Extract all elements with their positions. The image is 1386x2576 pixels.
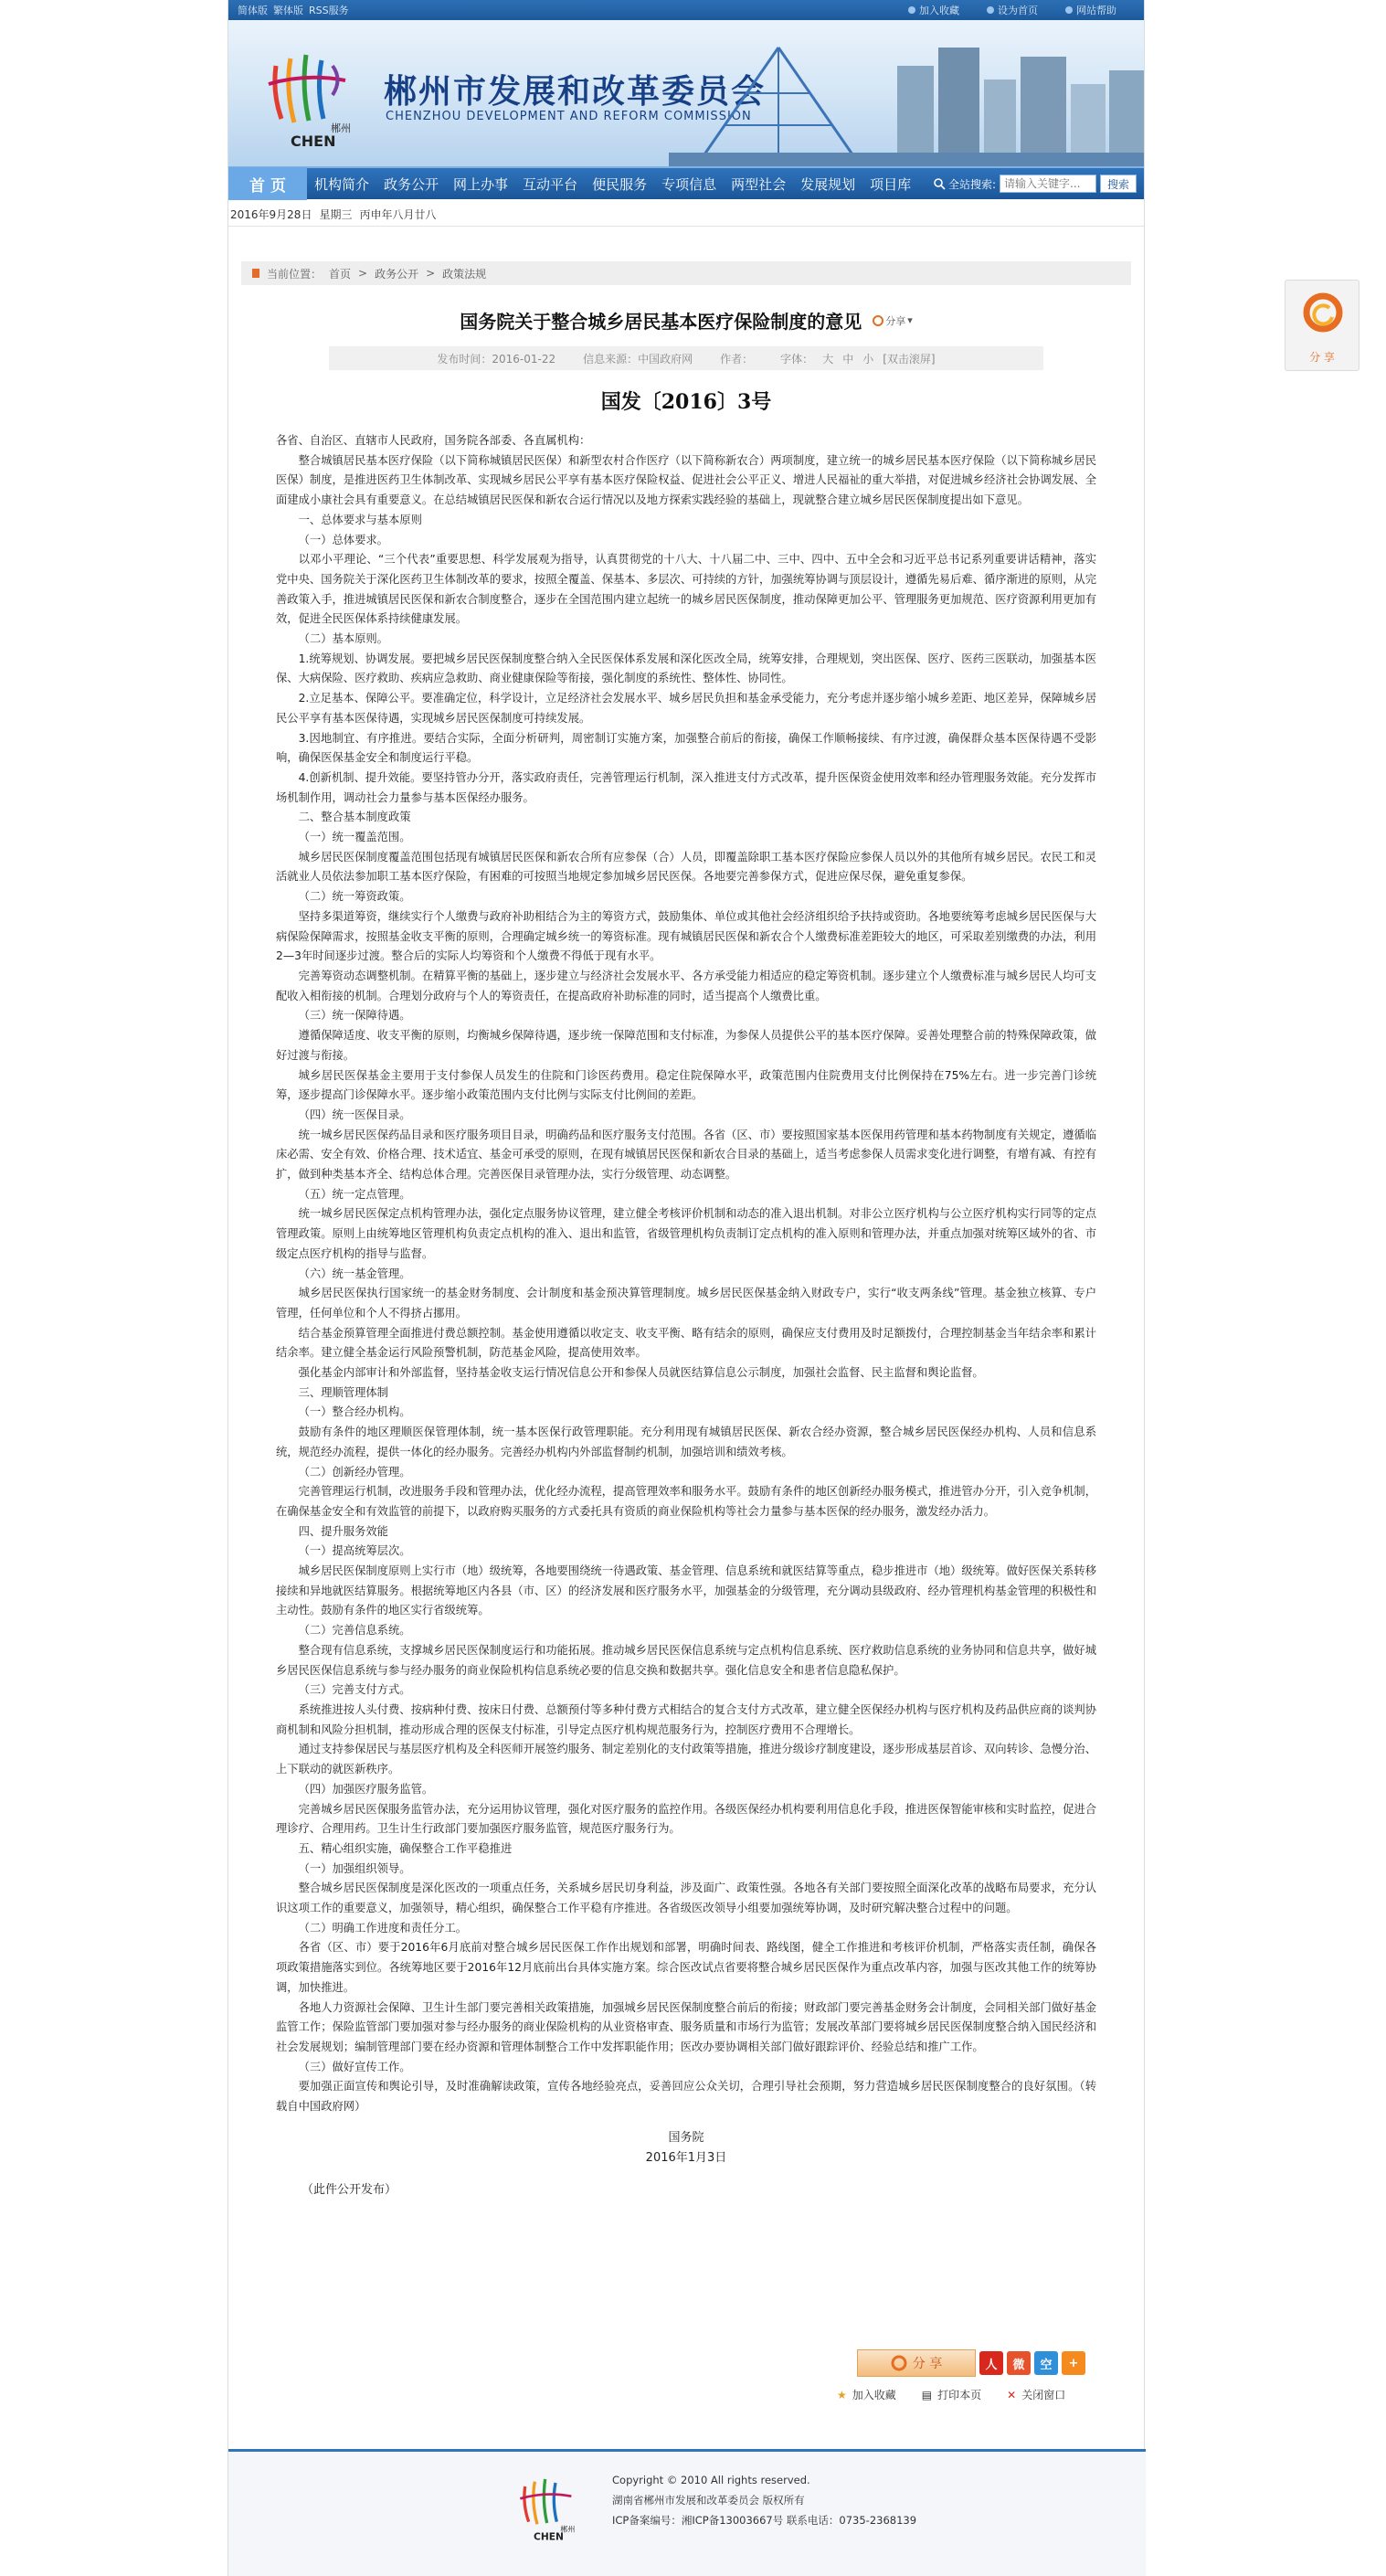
star-icon: ★ [837, 2388, 847, 2401]
breadcrumb-home[interactable]: 首页 [329, 267, 352, 281]
article-paragraph: （一）总体要求。 [298, 533, 388, 546]
add-favorite-tool[interactable]: ★ 加入收藏 [837, 2388, 896, 2401]
article-paragraph: 强化基金内部审计和外部监督，坚持基金收支运行情况信息公开和参保人员就医结算信息公示制度，加强社会监督、民主监督和舆论监督。 [298, 1366, 984, 1380]
article-paragraph: 各省、自治区、直辖市人民政府，国务院各部委、各直属机构： [276, 434, 591, 447]
article-paragraph: （六）统一基金管理。 [298, 1267, 411, 1280]
article-paragraph: （一）统一覆盖范围。 [298, 831, 411, 844]
publish-time: 发布时间：2016-01-22 [437, 352, 556, 366]
document-number: 国发〔2016〕3号 [600, 390, 772, 414]
article-paragraph: 统一城乡居民医保药品目录和医疗服务项目目录，明确药品和医疗服务支付范围。各省（区、市）要按照国家基本医保用药管理和基本药物制度有关规定，遵循临床必需、安全有效、价格合理、技术适宜、基金可承受的原则，在现有城镇居民医保和新农合目录的基础上，适当考虑参保人员需求变化进行调整，有增有减、有控有扩，做到种类基本齐全、结构总体合理。完善医保目录管理办法，实行分级管理、动态调整。 [276, 1128, 1096, 1182]
site-title: 郴州市发展和改革委员会 [384, 72, 767, 111]
article-paragraph: 4.创新机制、提升效能。要坚持管办分开，落实政府责任，完善管理运行机制，深入推进支付方式改革，提升医保资金使用效率和经办管理服务效能。充分发挥市场机制作用，调动社会力量参与基本医保经办服务。 [276, 770, 1096, 804]
article-paragraph: 通过支持参保居民与基层医疗机构及全科医师开展签约服务、制定差别化的支付政策等措施，推进分级诊疗制度建设，逐步形成基层首诊、双向转诊、急慢分治、上下联动的就医新秩序。 [276, 1743, 1096, 1776]
share-icon [1302, 292, 1344, 334]
nav-item-gov-affairs[interactable]: 政务公开 [384, 175, 439, 193]
article-paragraph: （三）统一保障待遇。 [298, 1009, 411, 1023]
search-icon [933, 177, 946, 190]
footer-logo [512, 2468, 585, 2541]
article-paragraph: （三）做好宣传工作。 [298, 2060, 411, 2073]
article-paragraph: 城乡居民医保制度覆盖范围包括现有城镇居民医保和新农合所有应参保（合）人员，即覆盖除职工基本医疗保险应参保人员以外的其他所有城乡居民。农民工和灵活就业人员依法参加职工基本医疗保险，有困难的可按照当地规定参加城乡居民医保。各地要完善参保方式，促进应保尽保，避免重复参保。 [276, 850, 1096, 884]
article-title: 国务院关于整合城乡居民基本医疗保险制度的意见 [460, 311, 862, 333]
chevron-down-icon: ▾ [907, 314, 913, 326]
article-paragraph: （二）统一筹资政策。 [298, 890, 411, 904]
article-paragraph: （一）整合经办机构。 [298, 1405, 411, 1419]
share-button-label: 分 享 [912, 2357, 943, 2371]
copyright: Copyright © 2010 All rights reserved. [612, 2474, 810, 2486]
site-footer [228, 2449, 1146, 2576]
article-paragraph: 坚持多渠道筹资，继续实行个人缴费与政府补助相结合为主的筹资方式，鼓励集体、单位或其他社会经济组织给予扶持或资助。各地要统筹考虑城乡居民医保与大病保险保障需求，按照基金收支平衡的原则，合理确定城乡统一的筹资标准。现有城镇居民医保和新农合个人缴费标准差距较大的地区，可采取差别缴费的办法，利用2—3年时间逐步过渡。整合后的实际人均筹资和个人缴费不得低于现有水平。 [276, 909, 1096, 963]
print-tool[interactable]: ▤ 打印本页 [921, 2388, 982, 2401]
article-paragraph: 要加强正面宣传和舆论引导，及时准确解读政策，宣传各地经验亮点，妥善回应公众关切，合理引导社会预期，努力营造城乡居民医保制度整合的良好氛围。（转载自中国政府网） [276, 2080, 1096, 2114]
font-size-small[interactable]: 小 [862, 352, 874, 366]
auto-scroll-toggle[interactable]: [双击滚屏] [883, 352, 936, 366]
article-paragraph: 城乡居民医保基金主要用于支付参保人员发生的住院和门诊医药费用。稳定住院保障水平，政策范围内住院费用支付比例保持在75%左右。进一步完善门诊统筹，逐步提高门诊保障水平。逐步缩小政策范围内支付比例与实际支付比例间的差距。 [276, 1068, 1096, 1102]
signature-block [228, 2128, 1144, 2168]
article-paragraph: 城乡居民医保制度原则上实行市（地）级统筹，各地要围绕统一待遇政策、基金管理、信息系统和就医结算等重点，稳步推进市（地）级统筹。做好医保关系转移接续和异地就医结算服务。根据统筹地区内各县（市、区）的经济发展和医疗服务水平，加强基金的分级管理，充分调动县级政府、经办管理机构基金管理的积极性和主动性。鼓励有条件的地区实行省级统筹。 [276, 1564, 1096, 1617]
article-paragraph: 3.因地制宜、有序推进。要结合实际，全面分析研判，周密制订实施方案，加强整合前后的衔接，确保工作顺畅接续、有序过渡，确保群众基本医保待遇不受影响，确保医保基金安全和制度运行平稳。 [276, 731, 1096, 765]
font-size-large[interactable]: 大 [822, 352, 834, 366]
top-utility-bar [228, 0, 1144, 20]
signing-organization: 国务院 [668, 2130, 704, 2145]
breadcrumb-policy[interactable]: 政策法规 [442, 267, 487, 281]
info-source: 信息来源：中国政府网 [583, 352, 693, 366]
header-banner [228, 20, 1144, 166]
font-size-controls [780, 351, 935, 366]
svg-text:CHEN: CHEN [291, 133, 336, 148]
add-favorite-link[interactable]: 加入收藏 [908, 3, 959, 17]
article-paragraph: 1.统筹规划、协调发展。要把城乡居民医保制度整合纳入全民医保体系发展和深化医改全局，统筹安排，合理规划，突出医保、医疗、医药三医联动，加强基本医保、大病保险、医疗救助、疾病应急救助、商业健康保险等衔接，强化制度的系统性、整体性、协同性。 [276, 652, 1096, 685]
article-paragraph: 一、总体要求与基本原则 [298, 513, 422, 526]
article-paragraph: 以邓小平理论、“三个代表”重要思想、科学发展观为指导，认真贯彻党的十八大、十八届二中、三中、四中、五中全会和习近平总书记系列重要讲话精神，落实党中央、国务院关于深化医药卫生体制改革的要求，按照全覆盖、保基本、多层次、可持续的方针，加强统筹协调与顶层设计，遵循先易后难、循序渐进的原则，从完善政策入手，推进城镇居民医保和新农合制度整合，逐步在全国范围内建立起统一的城乡居民医保制度，推动保障更加公平、管理服务更加规范、医疗资源利用更加有效，促进全民医保体系持续健康发展。 [276, 553, 1096, 626]
link-rss[interactable]: RSS服务 [309, 5, 349, 16]
article-paragraph: 完善筹资动态调整机制。在精算平衡的基础上，逐步建立与经济社会发展水平、各方承受能力相适应的稳定筹资机制。逐步建立个人缴费标准与城乡居民人均可支配收入相衔接的机制。合理划分政府与个人的筹资责任，在提高政府补助标准的同时，适当提高个人缴费比重。 [276, 969, 1096, 1002]
article-paragraph: （四）统一医保目录。 [298, 1108, 411, 1121]
renren-share-icon[interactable]: 人 [979, 2351, 1003, 2375]
flag-icon [252, 269, 259, 278]
share-button[interactable] [857, 2349, 976, 2377]
weibo-share-icon[interactable]: 微 [1007, 2351, 1031, 2375]
nav-item-two-type-society[interactable]: 两型社会 [731, 175, 787, 193]
site-search [933, 175, 1144, 193]
floating-share-widget[interactable] [1285, 280, 1360, 371]
article-body [276, 431, 1096, 2117]
search-button[interactable]: 搜索 [1100, 175, 1137, 193]
svg-text:郴州: 郴州 [560, 2525, 576, 2534]
article-paragraph: 完善城乡居民医保服务监管办法，充分运用协议管理，强化对医疗服务的监控作用。各级医保经办机构要利用信息化手段，推进医保智能审核和实时监控，促进合理诊疗、合理用药。卫生计生行政部门要加强医疗服务监管，规范医疗服务行为。 [276, 1802, 1096, 1836]
article-paragraph: 城乡居民医保执行国家统一的基金财务制度、会计制度和基金预决算管理制度。城乡居民医保基金纳入财政专户，实行“收支两条线”管理。基金独立核算、专户管理，任何单位和个人不得挤占挪用。 [276, 1287, 1096, 1320]
printer-icon: ▤ [921, 2388, 933, 2401]
article-paragraph: 结合基金预算管理全面推进付费总额控制。基金使用遵循以收定支、收支平衡、略有结余的原则，确保应支付费用及时足额拨付，合理控制基金当年结余率和累计结余率。建立健全基金运行风险预警机制，防范基金风险，提高使用效率。 [276, 1326, 1096, 1360]
author: 作者： [720, 352, 754, 366]
nav-item-about[interactable]: 机构简介 [314, 175, 370, 193]
article-paragraph: 四、提升服务效能 [298, 1524, 388, 1538]
copyright-owner: 湖南省郴州市发展和改革委员会 版权所有 [612, 2494, 805, 2507]
article-paragraph: （二）创新经办管理。 [298, 1465, 411, 1479]
city-skyline-image [669, 29, 1144, 166]
breadcrumb-label: 当前位置： [267, 267, 323, 281]
article-title-row [228, 307, 1144, 334]
qzone-share-icon[interactable]: 空 [1034, 2351, 1058, 2375]
lunar-date: 丙申年八月廿八 [359, 208, 437, 221]
link-simplified[interactable]: 简体版 [238, 5, 268, 16]
article-paragraph: 遵循保障适度、收支平衡的原则，均衡城乡保障待遇，逐步统一保障范围和支付标准，为参保人员提供公平的基本医疗保障。妥善处理整合前的特殊保障政策，做好过渡与衔接。 [276, 1029, 1096, 1062]
share-icon [891, 2355, 907, 2371]
article-paragraph: 统一城乡居民医保定点机构管理办法，强化定点服务协议管理，建立健全考核评价机制和动态的准入退出机制。对非公立医疗机构与公立医疗机构实行同等的定点管理政策。原则上由统筹地区管理机构负责定点机构的准入、退出和监管，省级管理机构负责制订定点机构的准入原则和管理办法，并重点加强对统筹区域外的省、市级定点医疗机构的指导与监督。 [276, 1207, 1096, 1260]
article-paragraph: （四）加强医疗服务监管。 [298, 1782, 434, 1796]
nav-item-interaction[interactable]: 互动平台 [523, 175, 578, 193]
bullet-icon [987, 6, 994, 14]
article-paragraph: （一）提高统筹层次。 [298, 1544, 411, 1558]
floating-share-label: 分 享 [1309, 351, 1335, 364]
release-note: （此件公开发布） [302, 2182, 397, 2197]
breadcrumb [241, 261, 1131, 285]
close-window-tool[interactable]: ✕ 关闭窗口 [1007, 2388, 1066, 2401]
icp-record: ICP备案编号：湘ICP备13003667号 联系电话：0735-2368139 [612, 2514, 917, 2527]
link-traditional[interactable]: 繁体版 [273, 5, 303, 16]
article-paragraph: 整合城镇居民基本医疗保险（以下简称城镇居民医保）和新型农村合作医疗（以下简称新农合）两项制度，建立统一的城乡居民基本医疗保险（以下简称城乡居民医保）制度，是推进医药卫生体制改革、实现城乡居民公平享有基本医疗保险权益、促进社会公平正义、增进人民福祉的重大举措，对促进城乡经济社会协调发展、全面建成小康社会具有重要意义。在总结城镇居民医保和新农合运行情况以及地方探索实践经验的基础上，现就整合建立城乡居民医保制度提出如下意见。 [276, 453, 1096, 507]
footer-text [612, 2470, 916, 2530]
close-icon: ✕ [1007, 2388, 1017, 2401]
more-share-icon[interactable]: + [1062, 2351, 1085, 2375]
font-size-label: 字体： [780, 352, 814, 366]
nav-item-public-service[interactable]: 便民服务 [592, 175, 648, 193]
article-paragraph: （二）明确工作进度和责任分工。 [298, 1921, 468, 1935]
share-icon [873, 315, 883, 326]
article-meta [329, 346, 1043, 370]
breadcrumb-separator: > [426, 267, 436, 280]
nav-item-online-service[interactable]: 网上办事 [453, 175, 509, 193]
site-help-link[interactable]: 网站帮助 [1065, 3, 1116, 17]
font-size-medium[interactable]: 中 [842, 352, 854, 366]
article-paragraph: 二、整合基本制度政策 [298, 811, 411, 824]
article-paragraph: 系统推进按人头付费、按病种付费、按床日付费、总额预付等多种付费方式相结合的复合支付方式改革，建立健全医保经办机构与医疗机构及药品供应商的谈判协商机制和风险分担机制，推动形成合理的医保支付标准，引导定点医疗机构规范服务行为，控制医疗费用不合理增长。 [276, 1703, 1096, 1736]
share-bar [857, 2347, 1102, 2380]
article-paragraph: 三、理顺管理体制 [298, 1385, 388, 1399]
article-paragraph: 鼓励有条件的地区理顺医保管理体制，统一基本医保行政管理职能。充分利用现有城镇居民医保、新农合经办资源，整合城乡居民医保经办机构、人员和信息系统，规范经办流程，提供一体化的经办服务。完善经办机构内外部监督制约机制，加强培训和绩效考核。 [276, 1426, 1096, 1458]
search-input[interactable] [1000, 175, 1096, 193]
article-paragraph: （二）完善信息系统。 [298, 1624, 411, 1638]
nav-item-project-library[interactable]: 项目库 [870, 175, 912, 193]
set-homepage-link[interactable]: 设为首页 [987, 3, 1038, 17]
page-tools [837, 2387, 1065, 2402]
article-paragraph: 五、精心组织实施，确保整合工作平稳推进 [298, 1841, 513, 1855]
article-paragraph: （五）统一定点管理。 [298, 1187, 411, 1201]
svg-text:CHEN: CHEN [534, 2530, 564, 2541]
site-logo[interactable] [256, 38, 365, 148]
svg-text:郴州: 郴州 [331, 122, 351, 134]
current-weekday: 星期三 [319, 208, 353, 221]
article-paragraph: 2.立足基本、保障公平。要准确定位，科学设计，立足经济社会发展水平、城乡居民负担和基金承受能力，充分考虑并逐步缩小城乡差距、地区差异，保障城乡居民公平享有基本医保待遇，实现城乡居民医保制度可持续发展。 [276, 692, 1096, 725]
nav-item-special-info[interactable]: 专项信息 [661, 175, 717, 193]
page-wrapper [227, 0, 1145, 2576]
article-paragraph: （三）完善支付方式。 [298, 1683, 411, 1697]
current-date: 2016年9月28日 [230, 208, 312, 221]
article-paragraph: 完善管理运行机制，改进服务手段和管理办法，优化经办流程，提高管理效率和服务水平。鼓励有条件的地区创新经办服务模式，推进管办分开，引入竞争机制，在确保基金安全和有效监管的前提下，以政府购买服务的方式委托具有资质的商业保险机构等社会力量参与基本医保的经办服务，激发经办活力。 [276, 1485, 1096, 1518]
article-paragraph: 整合现有信息系统，支撑城乡居民医保制度运行和功能拓展。推动城乡居民医保信息系统与定点机构信息系统、医疗救助信息系统的业务协同和信息共享，做好城乡居民医保信息系统与参与经办服务的商业保险机构信息系统必要的信息交换和数据共享。强化信息安全和患者信息隐私保护。 [276, 1643, 1096, 1677]
bullet-icon [908, 6, 915, 14]
date-bar [228, 199, 1144, 227]
site-subtitle: CHENZHOU DEVELOPMENT AND REFORM COMMISSION [386, 110, 752, 123]
article-paragraph: （一）加强组织领导。 [298, 1861, 411, 1875]
article-paragraph: 整合城乡居民医保制度是深化医改的一项重点任务，关系城乡居民切身利益，涉及面广、政策性强。各地各有关部门要按照全面深化改革的战略布局要求，充分认识这项工作的重要意义，加强领导，精心组织，确保整合工作平稳有序推进。各省级医改领导小组要加强统筹协调，及时研究解决整合过程中的问题。 [276, 1882, 1096, 1915]
bullet-icon [1065, 6, 1073, 14]
nav-home[interactable]: 首 页 [228, 167, 307, 200]
article-paragraph: 各地人力资源社会保障、卫生计生部门要完善相关政策措施，加强城乡居民医保制度整合前后的衔接；财政部门要完善基金财务会计制度，会同相关部门做好基金监管工作；保险监管部门要加强对参与经办服务的商业保险机构的从业资格审查、服务质量和市场行为监管；发展改革部门要将城乡居民医保制度整合纳入国民经济和社会发展规划；编制管理部门要在经办资源和管理体制整合工作中发挥职能作用；医改办要协调相关部门做好跟踪评价、经验总结和推广工作。 [276, 2000, 1096, 2053]
breadcrumb-separator: > [358, 267, 368, 280]
search-label: 全站搜索: [933, 176, 996, 192]
article-paragraph: 各省（区、市）要于2016年6月底前对整合城乡居民医保工作作出规划和部署，明确时间表、路线图，健全工作推进和考核评价机制，严格落实责任制，确保各项政策措施落实到位。各统筹地区要于2016年12月底前出台具体实施方案。综合医改试点省要将整合城乡居民医保作为重点改革内容，加强与医改其他工作的统筹协调，加快推进。 [276, 1941, 1096, 1994]
breadcrumb-gov-affairs[interactable]: 政务公开 [375, 267, 419, 281]
signing-date: 2016年1月3日 [645, 2150, 727, 2165]
article-paragraph: （二）基本原则。 [298, 632, 388, 646]
nav-item-planning[interactable]: 发展规划 [800, 175, 856, 193]
main-nav [228, 166, 1144, 199]
share-mini-button[interactable]: 分享 ▾ [873, 313, 913, 328]
